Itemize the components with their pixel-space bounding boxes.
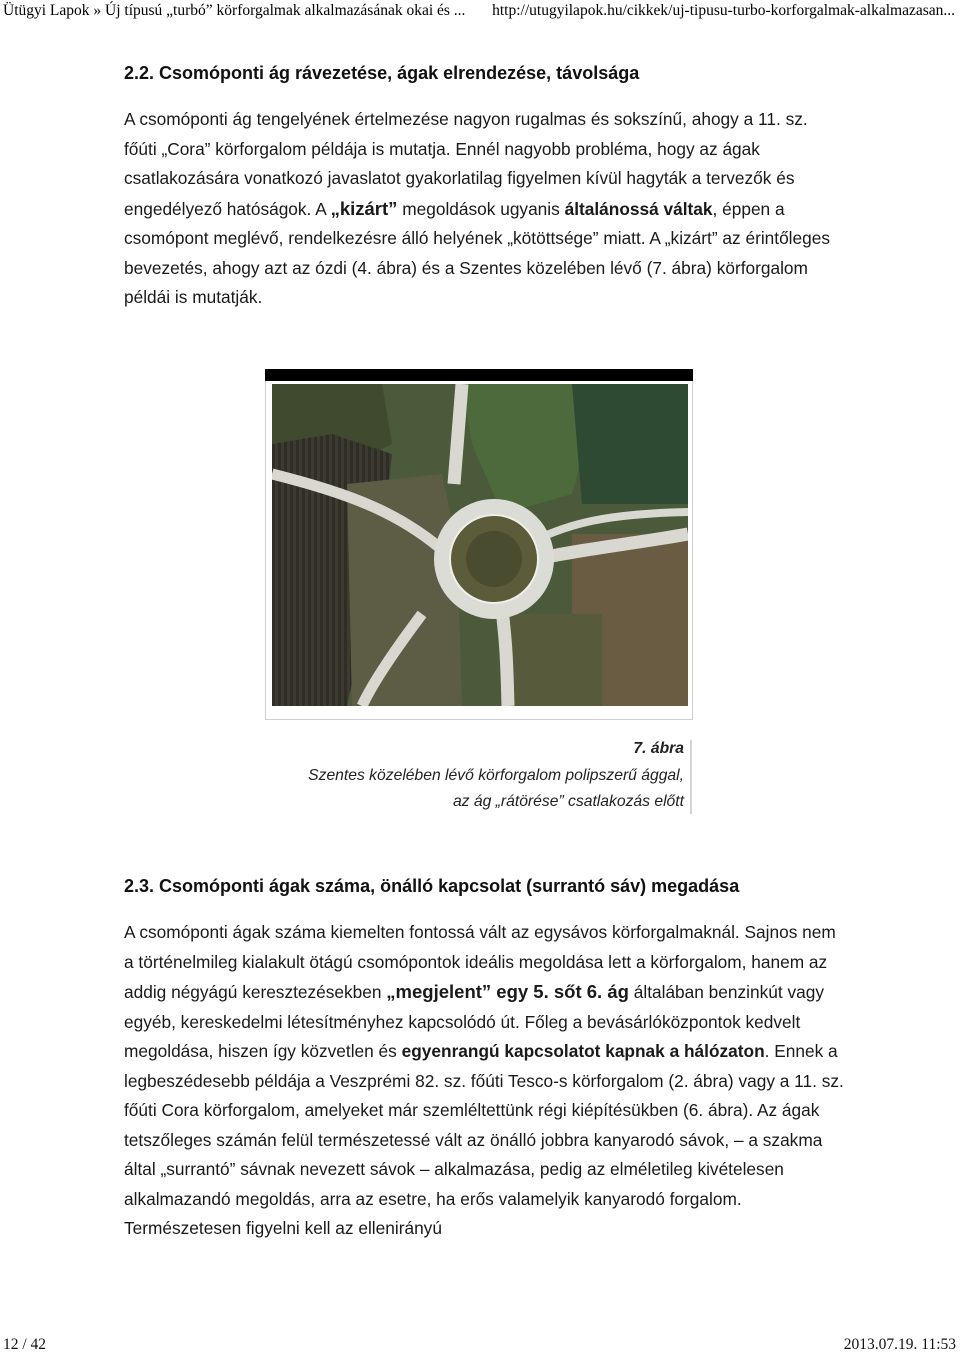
- p1-text-c: megoldások ugyanis: [397, 198, 565, 219]
- p2-text-c: általában benzinkút vagy egyéb, kereskedelmi létesítményhez kapcsolódó út. Főleg a bevásárlóközpontok kedvelt megoldása, hiszen így közvetlen és: [124, 982, 824, 1061]
- p2-text-e: . Ennek a legbeszédesebb példája a Veszprémi 82. sz. főúti Tesco-s körforgalom (2. ábra) vagy a 11. sz. főúti Cora körforgalom, amelyeket már szemléltettünk régi kiépítésükben (6. ábra). Az ágak tetszőleges számán felül természetessé vált az önálló jobbra kanyarodó sávok, – a szakma által „surrantó” sávnak nevezett sávok – alkalmazása, pedig az elméletileg kivételesen alkalmazandó megoldás, arra az esetre, ha erős valamelyik kanyarodó forgalom. Természetesen figyelni kell az ellenirányú: [124, 1041, 844, 1238]
- section-heading-2-2: 2.2. Csomóponti ág rávezetése, ágak elrendezése, távolsága: [124, 63, 640, 83]
- page-title-header: Ütügyi Lapok » Új típusú „turbó” körforgalmak alkalmazásának okai és ...: [3, 2, 466, 19]
- roundabout-aerial-image: [272, 384, 688, 706]
- p2-text-a: A csomóponti ágak száma kiemelten fontossá vált az egysávos körforgalmaknál. Sajnos nem a történelmileg kialakult ötágú csomópontok ideális megoldása lett a körforgalom, hanem az addig négyágú keresztezésekben: [124, 922, 836, 1002]
- page-counter: 12 / 42: [3, 1336, 47, 1353]
- print-datetime: 2013.07.19. 11:53: [843, 1336, 956, 1353]
- figure-frame: [265, 381, 693, 720]
- caption-line-1: Szentes közelében lévő körforgalom polipszerű ággal,: [308, 766, 684, 784]
- figure-7: [265, 369, 693, 721]
- p1-bold-altalanossa: általánossá váltak: [564, 198, 713, 219]
- figure-top-bar: [265, 369, 693, 381]
- figure-caption: [308, 736, 684, 816]
- p1-bold-kizart: „kizárt”: [330, 197, 398, 219]
- section-2-2: [124, 60, 844, 313]
- p1-text-e: , éppen a csomópont meglévő, rendelkezésre álló helyének „kötöttsége” miatt. A „kizárt” az érintőleges bevezetés, ahogy azt az ózdi (4. ábra) és a Szentes közelében lévő (7. ábra) körforgalom példái is mutatják.: [124, 198, 830, 307]
- section-2-2-paragraph: [124, 105, 844, 313]
- print-header: [0, 0, 960, 26]
- figure-number: 7. ábra: [633, 740, 684, 757]
- section-heading-2-3: 2.3. Csomóponti ágak száma, önálló kapcsolat (surrantó sáv) megadása: [124, 876, 740, 896]
- section-2-3: [124, 873, 844, 1244]
- p1-text-a: A csomóponti ág tengelyének értelmezése nagyon rugalmas és sokszínű, ahogy a 11. sz. főúti „Cora” körforgalom példája is mutatja. Ennél nagyobb probléma, hogy az ágak csatlakozására vonatkozó javaslatot gyakorlatilag figyelmen kívül hagyták a tervezők és engedélyező hatóságok. A: [124, 109, 808, 219]
- caption-side-rule: [690, 740, 692, 814]
- page-url[interactable]: http://utugyilapok.hu/cikkek/uj-tipusu-turbo-korforgalmak-alkalmazasan...: [492, 2, 955, 19]
- caption-line-2: az ág „rátörése” csatlakozás előtt: [452, 793, 684, 810]
- section-2-3-paragraph: [124, 918, 844, 1244]
- p2-bold-megjelent: „megjelent” egy 5. sőt 6. ág: [386, 981, 629, 1002]
- p2-bold-egyenrangu: egyenrangú kapcsolatot kapnak a hálózaton: [401, 1041, 765, 1061]
